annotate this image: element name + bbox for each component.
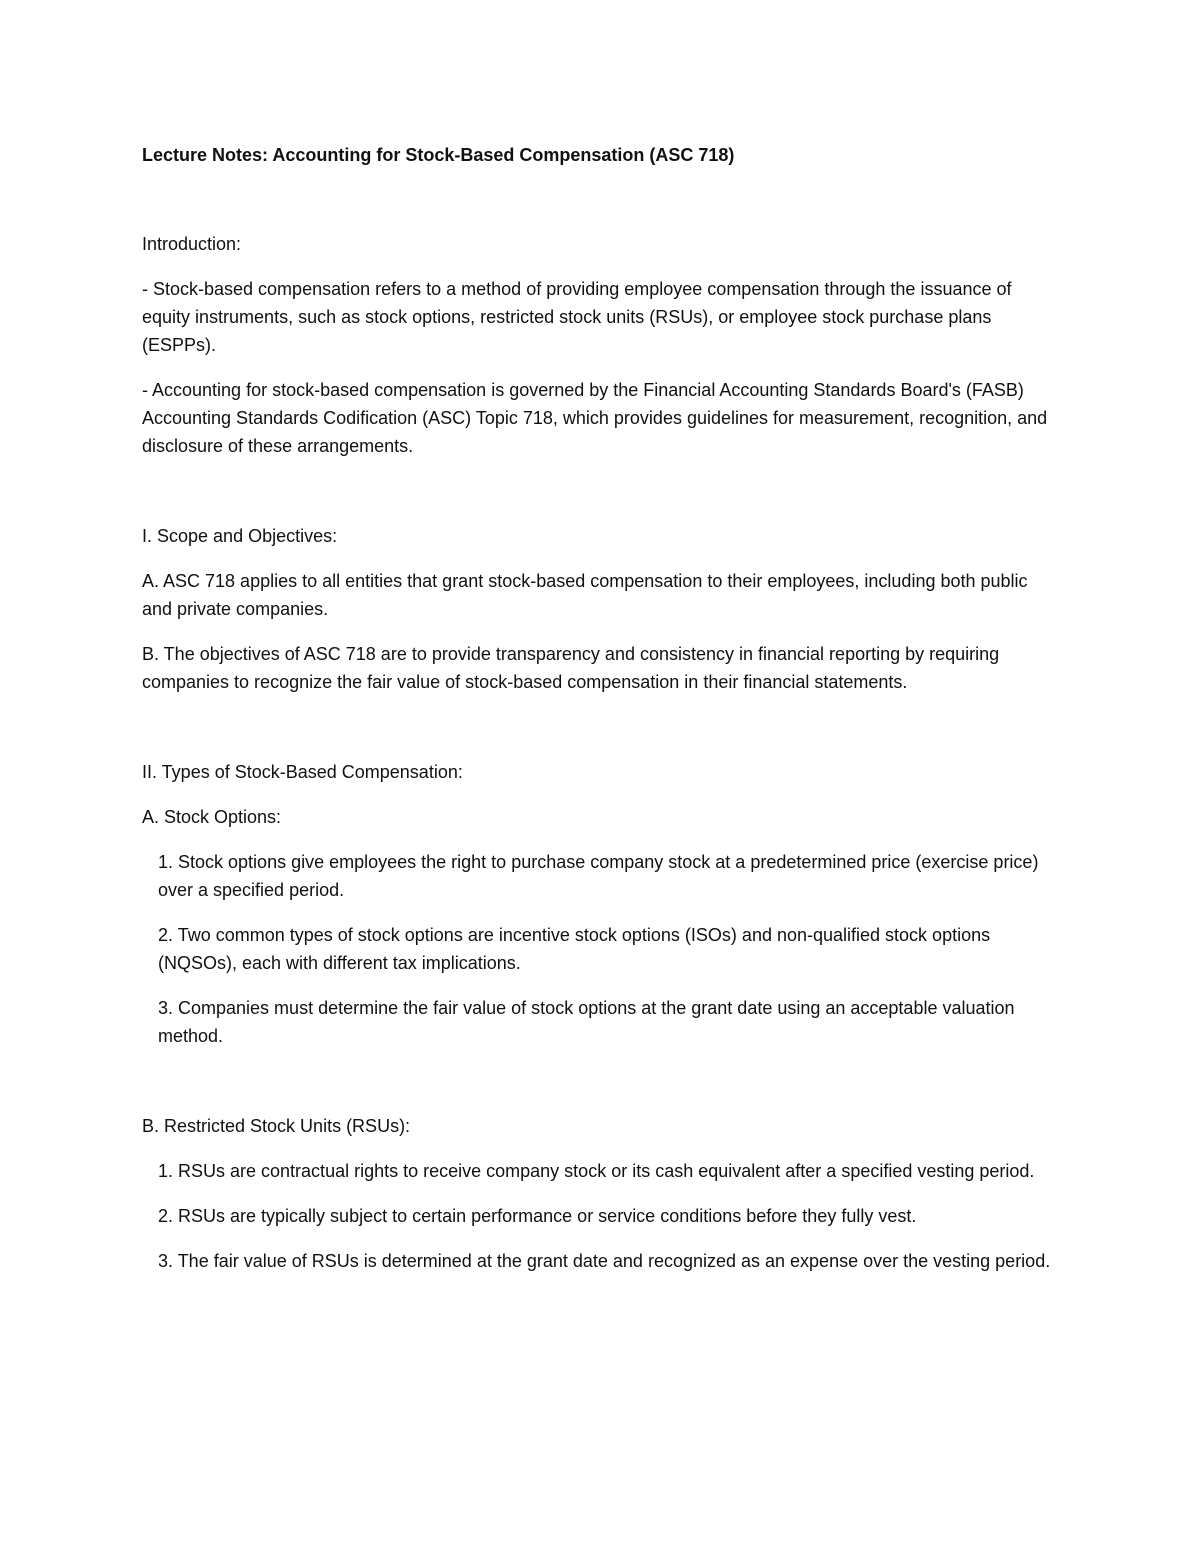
section-spacer	[142, 477, 1062, 522]
section-spacer	[142, 1067, 1062, 1112]
section-spacer	[142, 713, 1062, 758]
scope-paragraph: A. ASC 718 applies to all entities that grant stock-based compensation to their employees, including both public and private companies.	[142, 571, 1028, 619]
document-title: Lecture Notes: Accounting for Stock-Based Compensation (ASC 718)	[142, 145, 735, 165]
document-body	[142, 141, 1062, 1292]
intro-paragraph: - Accounting for stock-based compensation is governed by the Financial Accounting Standards Board's (FASB) Accounting Standards Codification (ASC) Topic 718, which provides guidelines for measurement, recognition, and disclosure of these arrangements.	[142, 380, 1048, 456]
stock-options-item: 2. Two common types of stock options are incentive stock options (ISOs) and non-qualified stock options (NQSOs), each with different tax implications.	[158, 925, 991, 973]
section-heading-types: II. Types of Stock-Based Compensation:	[142, 762, 463, 782]
rsu-item: 2. RSUs are typically subject to certain performance or service conditions before they fully vest.	[158, 1206, 917, 1226]
rsu-item: 1. RSUs are contractual rights to receive company stock or its cash equivalent after a specified vesting period.	[158, 1161, 1035, 1181]
stock-options-item: 3. Companies must determine the fair value of stock options at the grant date using an acceptable valuation method.	[158, 998, 1015, 1046]
scope-paragraph: B. The objectives of ASC 718 are to provide transparency and consistency in financial reporting by requiring companies to recognize the fair value of stock-based compensation in their financial statements.	[142, 644, 1000, 692]
subheading-rsus: B. Restricted Stock Units (RSUs):	[142, 1116, 411, 1136]
stock-options-item: 1. Stock options give employees the right to purchase company stock at a predetermined price (exercise price) over a specified period.	[158, 852, 1039, 900]
intro-heading: Introduction:	[142, 234, 242, 254]
rsu-item: 3. The fair value of RSUs is determined at the grant date and recognized as an expense over the vesting period.	[158, 1251, 1051, 1271]
intro-paragraph: - Stock-based compensation refers to a method of providing employee compensation through the issuance of equity instruments, such as stock options, restricted stock units (RSUs), or employee stock purchase plans (ESPPs).	[142, 279, 1012, 355]
section-heading-scope: I. Scope and Objectives:	[142, 526, 338, 546]
subheading-stock-options: A. Stock Options:	[142, 807, 282, 827]
